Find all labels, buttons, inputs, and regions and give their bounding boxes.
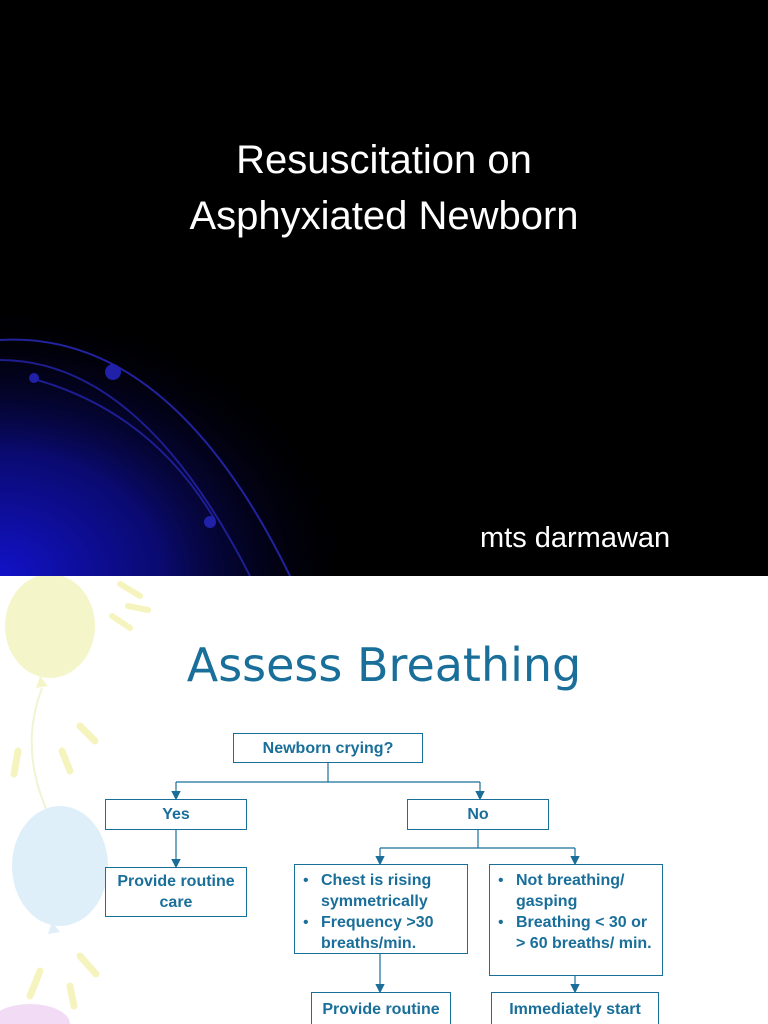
list-item: • Breathing < 30 or > 60 breaths/ min. [516,912,656,954]
abnormal-breathing-list [490,865,662,954]
slide-title-line-2: Asphyxiated Newborn [189,194,579,238]
flow-box-provide-routine: Provide routine [311,992,451,1024]
slide-title-line-1: Resuscitation on [236,138,532,182]
flow-box-no: No [407,799,549,830]
list-item: • Frequency >30 breaths/min. [321,912,461,954]
flow-box-normal-breathing [294,864,468,954]
list-item: • Chest is rising symmetrically [321,870,461,912]
author-name: mts darmawan [480,522,671,554]
flow-box-immediately-start: Immediately start [491,992,659,1024]
flow-box-provide-routine-care: Provide routine care [105,867,247,917]
slide-title: Assess Breathing [186,638,582,692]
flowchart-slide [0,576,768,1024]
normal-breathing-list [295,865,467,954]
flow-box-newborn-crying: Newborn crying? [233,733,423,763]
list-item: • Not breathing/ gasping [516,870,656,912]
slide-title [0,132,768,244]
flow-box-abnormal-breathing [489,864,663,976]
flow-box-yes: Yes [105,799,247,830]
